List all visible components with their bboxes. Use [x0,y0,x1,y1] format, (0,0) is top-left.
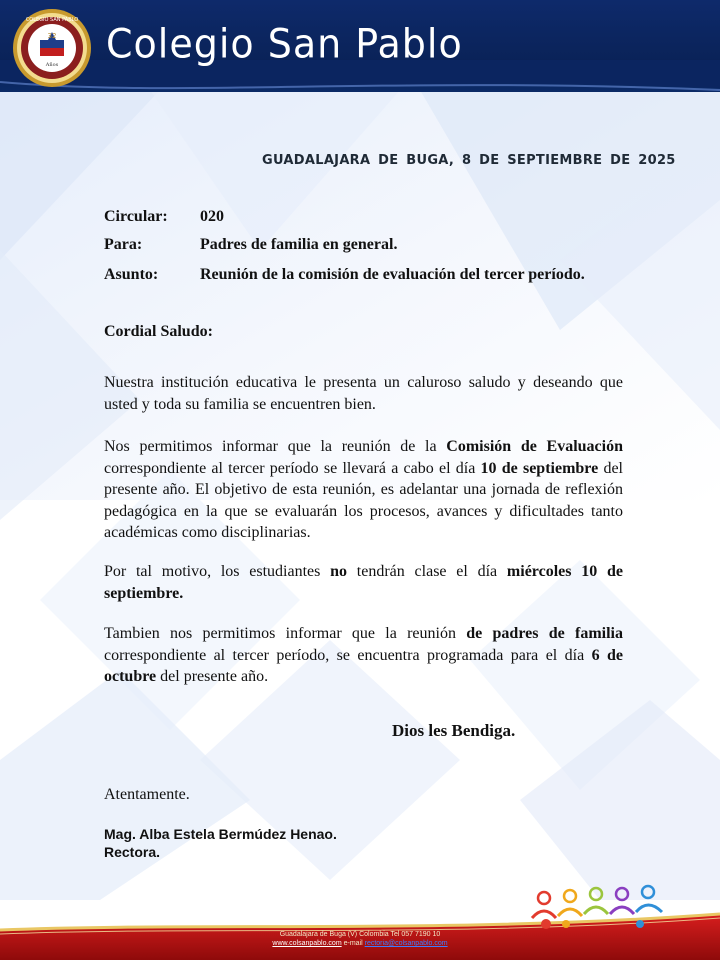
children-illustration-icon [526,884,676,930]
p4-text-a: Tambien nos permitimos informar que la reunión [104,625,467,642]
circular-row [104,208,224,226]
p2-text-e: del presente año. El objetivo de esta reunión, es adelantar una jornada de reflexión pedagógica en la que se evaluarán los procesos, avances y dificultades tanto académicas como disciplinarias. [104,459,624,541]
paragraph-4 [104,623,623,688]
para-value: Padres de familia en general. [200,236,398,253]
asunto-row [104,266,585,284]
p3-text-c: tendrán clase el día [347,563,507,580]
footer-email-link[interactable]: rectoria@colsanpablo.com [364,940,448,947]
p4-text-c: correspondiente al tercer período, se encuentra programada para el día [104,646,592,664]
p3-bold-no: no [330,563,348,580]
footer-email-label: e-mail [343,940,363,947]
p2-bold-date: 10 de septiembre [480,459,599,477]
circular-value: 020 [200,208,224,225]
para-label: Para: [104,236,143,253]
p4-bold-date: 6 de octubre [104,646,624,685]
closing: Atentamente. [104,786,190,803]
para-row [104,236,397,254]
p3-text-a: Por tal motivo, los estudiantes [104,563,331,580]
p2-text-a: Nos permitimos informar que la reunión de la [104,438,447,455]
seal-number: 32 [47,32,57,40]
p4-text-e: del presente año. [156,668,269,685]
paragraph-3 [104,561,623,604]
signer-name: Mag. Alba Estela Bermúdez Henao. [104,826,337,842]
p2-text-c: correspondiente al tercer período se llevará a cabo el día [104,459,481,477]
footer-website-link[interactable]: www.colsanpablo.com [272,940,342,947]
p3-bold-date: miércoles 10 de septiembre. [104,563,624,602]
blessing: Dios les Bendiga. [392,721,516,740]
p4-bold-parents: de padres de familia [466,625,624,642]
signature-block [104,825,337,861]
p2-bold-commission: Comisión de Evaluación [446,438,624,455]
seal-motto: Años [45,62,59,68]
school-name: Colegio San Pablo [106,20,463,68]
asunto-label: Asunto: [104,266,159,283]
seal-ring-text: COLEGIO SAN PABLO [25,17,79,23]
footer-address: Guadalajara de Buga (V) Colombia Tel 057 7190 10 [279,931,441,938]
asunto-value: Reunión de la comisión de evaluación del tercer período. [200,266,585,283]
signer-title: Rectora. [104,844,161,860]
footer-contact [0,930,720,948]
circular-label: Circular: [104,208,168,225]
paragraph-2 [104,436,623,544]
date-line: GUADALAJARA DE BUGA, 8 DE SEPTIEMBRE DE 2025 [262,153,676,168]
paragraph-1: Nuestra institución educativa le presenta un caluroso saludo y deseando que usted y toda su familia se encuentren bien. [104,374,623,413]
greeting: Cordial Saludo: [104,323,213,340]
